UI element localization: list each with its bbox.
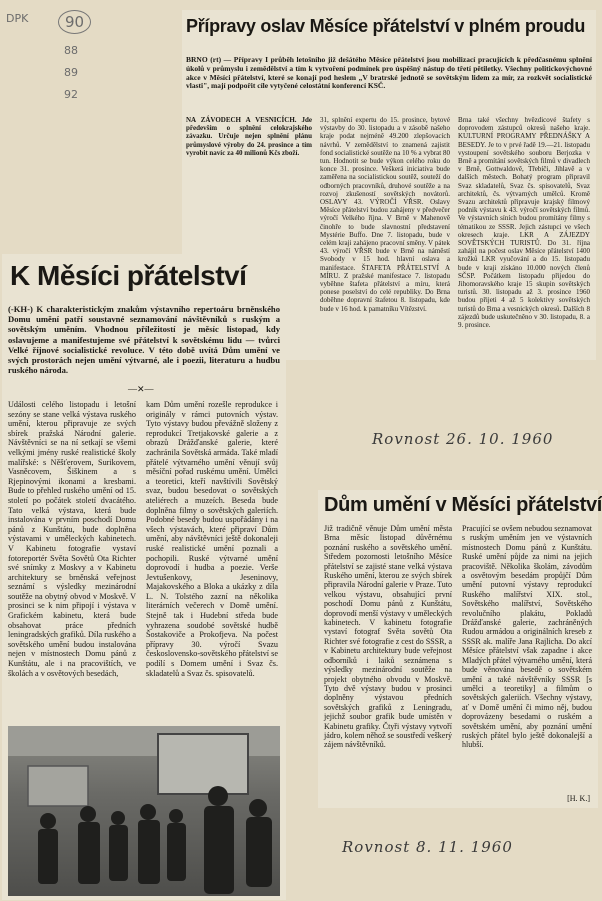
column-right-1: Již tradičně věnuje Dům umění města Brna měsíc listopad důvěrnému poznání ruského a sovětského umění. Středem pozornosti letošního Měsíce přátelství se zajisté stane velká výstava Ruského umění, kterou ze svých sbírek připravila Národní galerie v Praze. Tuto velkou výstavu, obsahující první poschodí Domu pánů z Kunštátu, doprovodí menší výstavy v uměleckých kabinetech. V kabinetu fotografie vystaví fotograf Světa sovětů Ota Richter své fotografie z cest do SSSR, a v Kabinetu architektury bude veřejnost odborníků i laiků seznámena s výsledky mezinárodní soutěže na projekt obytného obvodu v Moskvě. Tyto dvě výstavy budou v prosinci doplněny výstavou předních sovětských grafiků z Leningradu, jejichž soubor grafik bude umístěn v Kabinetu grafiky. Čtyři výstavy vytvoří jádro, kolem něhož se soustředí veškerý zájem návštěvníků. <box>324 524 452 750</box>
clipping-left-article <box>2 254 286 900</box>
archive-number: 90 <box>58 10 91 34</box>
clipping-right-article <box>318 490 602 808</box>
column-top-1: NA ZÁVODECH A VESNICÍCH. Jde především o splnění celokrajského závazku. Určuje nejen splnění plánu průmyslové výroby do 24. prosince a tím vyrobit navíc za 40 milionů Kčs zboží. <box>186 116 312 157</box>
lead-top: BRNO (rt) — Přípravy I průběh letošního již dešátého Měsíce přátelství jsou mobilizací pracujících k předčasnému splnění úkolů v průmyslu i zemědělství a tím k vytvoření podmínek pro úspěšný nástup do třetí pětiletky. Všechny politickovýchovné akce v Měsíci přátelství, které se konají pod heslem „V bratrské jednotě se sovětským lidem za mír, za rozkvět socialistické vlasti", mají podpořit cíle vytyčené celostátní konferencí KSČ. <box>186 55 592 91</box>
separator: —✕— <box>128 384 154 394</box>
column-top-3: Brna také všechny hvězdicové štafety s doprovodem zástupců okresů našeho kraje. KULTURNÍ PROGRAMY PŘEDNÁŠKY A BESEDY. Je to v prvé řadě 19.—21. listopadu vystoupení sovětského souboru Berjozka v Brně a promítání sovětských filmů v divadlech v Brně, Gottwaldově, Třebíči, Jihlavě a v dalších městech. Bohatý program připravil Svaz skladatelů, Svaz čs. spisovatelů, Svaz architektů, čs. výtvarných umělců. Kromě Svazu architektů připravuje krajský filmový podnik výstavu k 43. výročí sovětských filmů. Ve výstavních síních budou promítány filmy s tématikou ze SSSR. Jejich zástupci ve všech okresech kraje. LKR A ZÁJEZDY SOVĚTSKÝCH TURISTŮ. Do 31. října zahájil na počest oslav Měsíce přátelství 1400 krožků LKR vyučování a do 15. listopadu bude v kraji získáno 10.000 nových členů SČSP. Počátkem listopadu přijedou do Jihomoravského kraje 15 skupin sovětských turistů. 30. listopadu až 3. prosince 1960 budou přijeti 4 až 5 kolektivy sovětských turistů do Brna a vesnických okresů. Dalších 8 zájezdů bude uskutečněno v 30. listopadu, 8. a 9. prosince. <box>458 116 590 330</box>
archive-code: DPK <box>6 12 29 25</box>
column-top-2: 31, splnění expertu do 15. prosince, bytové výstavby do 30. listopadu a v zásobě našeho kraje podat nejméně 49.200 zlepšovacích návrhů. V zemědělství to znamená zajistit fond socialistické soutěže na 10 % a vybrat 80 tun. Hodnotit se bude výkon celého roku do konce 31. prosince. Veškerá iniciativa bude zaměřena na socialistickou soutěž, souteží do odborných pracovníků, druhové soutěže a na rozvoj zkušeností sovětských novátorů. OSLAVY 43. VÝROČÍ VŘSR. Oslavy Měsíce přátelství budou zahájeny v předvečer výročí Velkého října. V Brně v Mahenově činohře to bude slavnostní představení Mystérie Buffo. Dne 7. listopadu, bude v celém kraji zahájeno pracovní směny. V pátek 43. výročí VŘSR bude v Brně na náměstí Svobody v 15 hod. hlavní oslava a manifestace. ŠTAFETA PŘÁTELSTVÍ A MÍRU. Z pražské manifestace 7. listopadu vyběhne štafeta přátelství a míru, která ponese poselství do celé republiky. Do Brna doběhne dopravní štafetou 8. listopadu, kde bude v 16 hod. k pamatníku Vítězství. <box>320 116 450 313</box>
lead-left: (-KH-) K charakteristickým znakům výstavního repertoáru brněnského Domu umění patří soustavné seznamování návštěvníků s ruským a sovětským uměním. Vhodnou příležitostí je měsíc listopad, kdy oslavujeme a manifestujeme své přátelství k sovětskému lidu — tvůrci Velké říjnové socialistické revoluce. V této době uvítá Dům umění ve svých prostorách nejen umění výtvarné, ale i poezii, literaturu a hudbu ruského národa. <box>8 304 280 376</box>
headline-top: Přípravy oslav Měsíce přátelství v plném proudu <box>186 16 586 36</box>
archive-note: 89 <box>64 66 78 79</box>
column-left-1: Události celého listopadu i letošní sezóny se stane velká výstava ruského umění, kterou připravuje ze svých sbírek pražská Národní galerie. Návštěvníci se na ní setkají se všemi velkými jmény ruské realistické školy malířské: s Něšťerovem, Surikovem, Vasněcovem, Šiškinem a s Rjepinovými ikonami a kresbami. Bude to přehled ruského umění od 15. století po počátek století dvacátého. Tato velká výstava, která bude instalována v prvním poschodí Domu pánů z Kunštátu, bude doplněna výstavami v uměleckých kabinetech. V Kabinetu fotografie vystaví fotoreportér Světa Sovětů Ota Richter své snímky z Moskvy a v Kabinetu architektury se brněnská veřejnost seznámí s výsledky mezinárodní soutěže na obytný obvod v Moskvě. V prosinci se k nim připojí i výstava v Grafickém kabinetu, která bude obsahovat práce předních leningradských grafiků. Díla ruského a sovětského umění budou instalována nejen v místnostech Domu pánů z Kunštátu, ale i na pracovištích, ve školách a v osvětových besedách, <box>8 400 136 678</box>
column-left-2: kam Dům umění rozešle reprodukce i originály v rámci putovních výstav. Tyto výstavy budou převážně složeny z reprodukcí Tretjakovské galerie a z obrazů Drážďanské galerie, které zachránila Sovětská armáda. Také mladí přátelé výtvarného umění věnují svůj měsíční pořad ruskému umění. Umělci a teoretici, kteří navštívili Sovětský svaz, budou besedovat o sovětských ateliérech a muzeích. Beseda bude doplněna filmy o sovětských galeriích. Podobné besedy budou uspořádány i na všech výstavách, které připraví Dům umění, aby návštěvníci ještě dokonaleji ruské realistické umění poznali a pochopili. Ruské výtvarné umění doprovodí i hudba a poezie. Verše Jevtušenkovy, Jeseninovy, Majakovského a Bloka a ukázky z díla L. N. Tolstého zazní na několika literárních večerech v Domě umění. Stejně tak i Hudební středa bude vyhrazena soudobé sovětské hudbě Šostakoviče a Prokofjeva. Na počest přípravy 30. výročí Svazu československo-sovětského přátelství se podílí s Domem umění i Svaz čs. skladatelů a Svaz čs. spisovatelů. <box>146 400 278 678</box>
archive-notes <box>64 40 84 106</box>
photo-figures <box>8 726 280 896</box>
headline-right: Dům umění v Měsíci přátelství <box>324 494 602 516</box>
exhibition-photo <box>8 726 280 896</box>
archive-note: 88 <box>64 44 78 57</box>
headline-left: K Měsíci přátelství <box>10 260 247 291</box>
column-right-2: Pracující se ovšem nebudou seznamovat s ruským uměním jen ve výstavních místnostech Domu pánů z Kunštátu. Ruské umění půjde za nimi na jejich pracoviště. Několika školám, závodům a osvětovým besedám propůjčí Dům umění putovní výstavy reprodukcí Ruského malířství XIX. stol., Sovětského malířství, Sovětského revolučního plakátu, Pokladů Drážďanské galerie, zachráněných Rudou armádou a originálních kreseb z SSSR ak. malíře Jana Rajlicha. Do akcí Měsíce přátelství však zapadne i akce Mladých přátel výtvarného umění, která bude věnována besedě o sovětském umění a také návštěvníky SSSR [s umělci a teoretiky] a filmům o sovětských galeriích. Všechny výstavy, ať v Domě umění či mimo něj, budou doprovázeny besedami o ruském a sovětském umění, aby poznání umění ruských přátel bylo ještě dokonalejší a hlubší. <box>462 524 592 750</box>
signature: [H. K.] <box>567 794 590 803</box>
clip-date-second: Rovnost 8. 11. 1960 <box>342 838 513 856</box>
archive-note: 92 <box>64 88 78 101</box>
clip-date-first: Rovnost 26. 10. 1960 <box>372 430 554 448</box>
